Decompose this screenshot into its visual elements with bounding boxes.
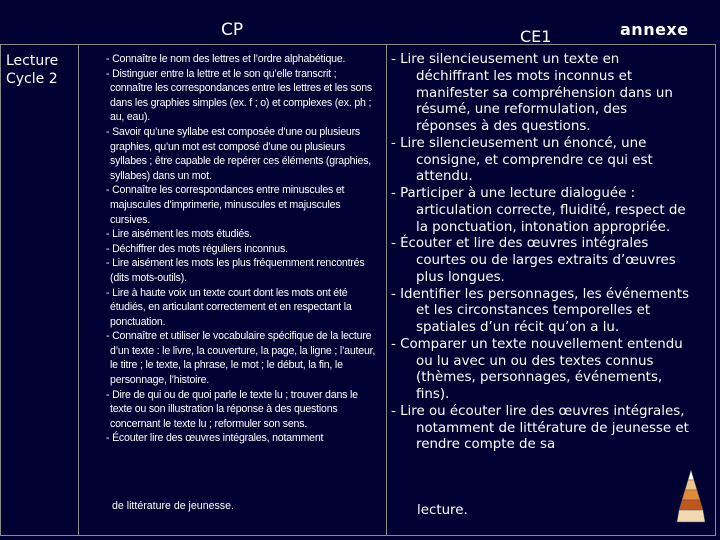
cp-item: - Lire aisément les mots étudiés. — [106, 228, 252, 241]
ce1-item: - Lire silencieusement un énoncé, une consigne, et comprendre ce qui est attendu. — [391, 135, 653, 185]
ce1-continuation: lecture. — [417, 503, 468, 518]
row-label-line: Lecture — [6, 53, 59, 69]
ce1-column — [391, 52, 691, 454]
cp-item: - Lire à haute voix un texte court dont les mots ont été étudiés, en articulant correctement et en respectant la ponctuation. — [106, 286, 352, 328]
pyramid-layer — [688, 470, 694, 480]
ce1-item: - Comparer un texte nouvellement entendu ou lu avec un ou des textes connus (thèmes, personnages, événements, fins). — [391, 336, 683, 402]
cp-item: - Connaître et utiliser le vocabulaire spécifique de la lecture d’un texte : le livre, la couverture, la page, la ligne ; l’auteur, le titre ; le texte, la phrase, le mot ; le début, la fin, le personnage, l’histoire. — [106, 330, 376, 387]
ce1-item: - Lire silencieusement un texte en déchiffrant les mots inconnus et manifester sa compréhension dans un résumé, une reformulation, des réponses à des questions. — [391, 52, 673, 134]
column-header-cp: CP — [221, 20, 244, 40]
cp-item: - Déchiffrer des mots réguliers inconnus. — [106, 242, 288, 255]
pyramid-layer — [685, 480, 697, 490]
pyramid-icon — [677, 470, 705, 524]
cp-item: - Écouter lire des œuvres intégrales, notamment — [106, 432, 324, 445]
pyramid-layer — [682, 490, 700, 500]
ce1-item: - Identifier les personnages, les événements et les circonstances temporelles et spatiales d’un récit qu’on a lu. — [391, 286, 689, 335]
cp-item: - Savoir qu’une syllabe est composée d’une ou plusieurs graphies, qu’un mot est composé d’une ou plusieurs syllabes ; être capable de repérer ces éléments (graphies, syllabes) dans un mot. — [106, 125, 372, 182]
ce1-item: - Lire ou écouter lire des œuvres intégrales, notamment de littérature de jeunesse et rendre compte de sa — [391, 403, 689, 453]
cp-item: - Dire de qui ou de quoi parle le texte lu ; trouver dans le texte ou son illustration la réponse à des questions concernant le texte lu ; reformuler son sens. — [106, 388, 358, 430]
pyramid-layer — [679, 500, 703, 510]
cp-continuation: de littérature de jeunesse. — [112, 500, 234, 512]
cp-item: - Connaître les correspondances entre minuscules et majuscules d’imprimerie, minuscules et majuscules cursives. — [106, 184, 345, 226]
column-divider — [78, 44, 79, 536]
row-label-line: Cycle 2 — [6, 71, 58, 87]
pyramid-layer — [677, 510, 705, 522]
annexe-label: annexe — [620, 20, 689, 39]
ce1-item: - Écouter et lire des œuvres intégrales courtes ou de larges extraits d’œuvres plus longues. — [391, 236, 676, 285]
cp-column — [106, 52, 378, 446]
cp-item: - Connaître le nom des lettres et l’ordre alphabétique. — [106, 53, 346, 65]
column-divider — [386, 44, 387, 536]
ce1-item: - Participer à une lecture dialoguée : articulation correcte, fluidité, respect de la ponctuation, intonation appropriée. — [391, 186, 686, 235]
cp-item: - Lire aisément les mots les plus fréquemment rencontrés (dits mots-outils). — [106, 257, 365, 284]
row-label — [6, 52, 76, 88]
column-header-ce1: CE1 — [520, 27, 552, 46]
cp-item: - Distinguer entre la lettre et le son qu’elle transcrit ; connaître les correspondances entre les lettres et les sons dans les graphies simples (ex. f ; o) et complexes (ex. ph ; au, eau). — [106, 67, 373, 124]
